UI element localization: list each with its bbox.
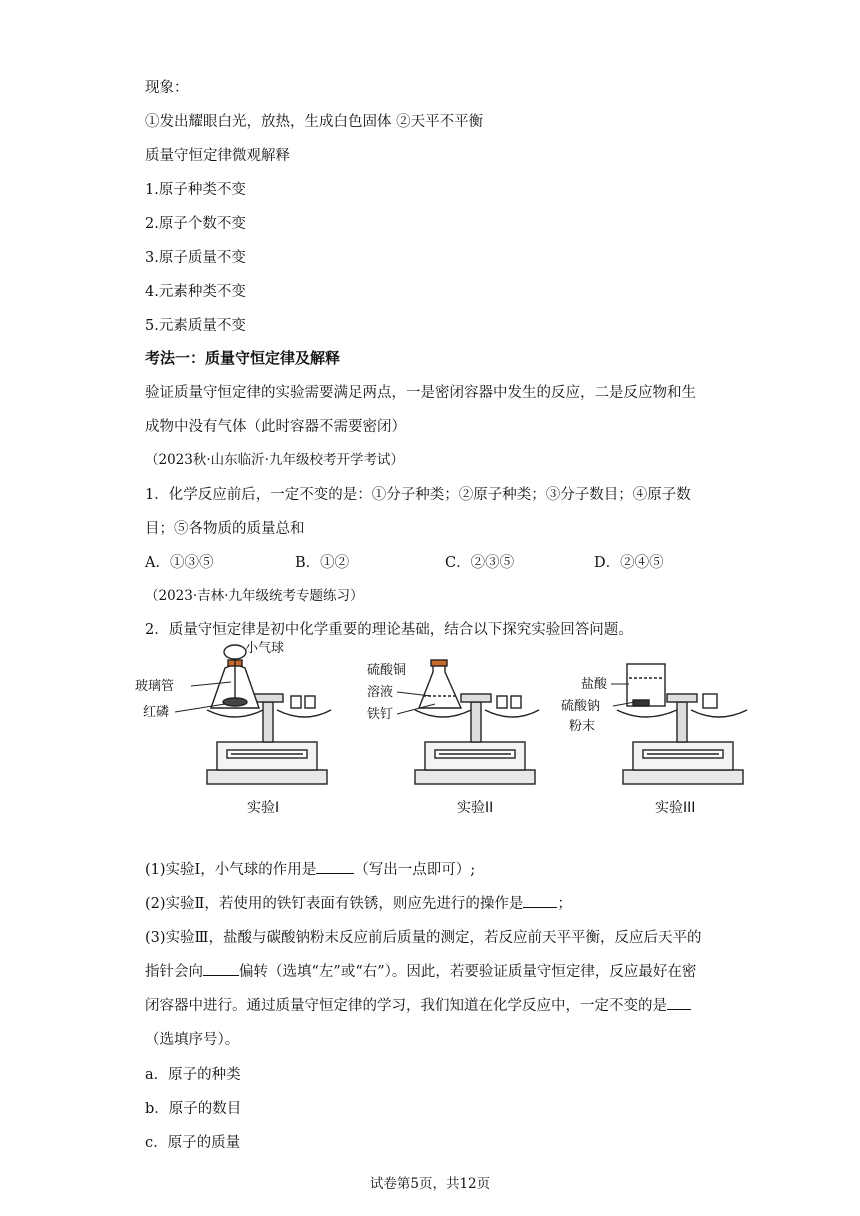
q2-choice-c: c．原子的质量 [145,1135,241,1151]
q2-choice-b: b．原子的数目 [145,1101,242,1117]
phenomenon-title: 现象： [145,80,189,96]
q1-stem: 1．化学反应前后，一定不变的是：①分子种类；②原子种类；③分子数目；④原子数 [145,487,691,503]
answer-blank[interactable] [667,995,691,1010]
label-glass-tube: 玻璃管 [135,679,175,694]
label-red-phosphorus: 红磷 [143,705,170,720]
q2-sub1 [145,858,475,879]
q1-option-a: A．①③⑤ [145,555,214,571]
q1-stem: 目；⑤各物质的质量总和 [145,521,305,537]
page-footer: 试卷第5页，共12页 [369,1176,491,1192]
answer-blank[interactable] [316,859,354,874]
q1-option-c: C．②③⑤ [445,555,515,571]
q2-sub2-text: (2)实验Ⅱ，若使用的铁钉表面有铁锈，则应先进行的操作是 [145,896,524,912]
label-balloon: 小气球 [245,641,285,656]
label-experiment-3: 实验III [655,800,696,816]
q2-sub3 [145,994,691,1015]
label-sodium-carbonate: 硫酸钠 [561,699,601,714]
q2-sub2 [145,892,572,913]
micro-item: 2.原子个数不变 [145,216,246,232]
experiment-2-apparatus [415,660,539,784]
label-iron-nail: 铁钉 [367,707,394,722]
answer-blank[interactable] [203,961,239,976]
answer-blank[interactable] [523,893,557,908]
q2-source: （2023·吉林·九年级统考专题练习） [145,588,364,604]
q2-sub3-text: 闭容器中进行。通过质量守恒定律的学习，我们知道在化学反应中，一定不变的是 [145,998,667,1014]
q2-sub1-text: (1)实验Ⅰ，小气球的作用是 [145,862,317,878]
micro-item: 1.原子种类不变 [145,182,246,198]
method-text: 成物中没有气体（此时容器不需要密闭） [145,419,406,435]
method-title: 考法一：质量守恒定律及解释 [145,349,341,367]
experiment-figure [135,638,755,828]
q2-sub3-text: 偏转（选填“左”或“右”）。因此，若要验证质量守恒定律，反应最好在密 [239,964,697,980]
micro-item: 5.元素质量不变 [145,318,246,334]
experiment-1-apparatus [207,645,331,784]
q2-sub3: (3)实验Ⅲ，盐酸与碳酸钠粉末反应前后质量的测定，若反应前天平平衡，反应后天平的 [145,930,702,946]
label-hcl: 盐酸 [581,677,608,692]
label-powder: 粉末 [569,719,596,734]
label-experiment-2: 实验II [457,800,494,816]
experiment-3-apparatus [617,664,747,784]
label-copper-sulfate: 硫酸铜 [367,663,407,678]
method-text: 验证质量守恒定律的实验需要满足两点，一是密闭容器中发生的反应，二是反应物和生 [145,385,696,401]
q2-sub1-text: （写出一点即可）; [354,862,476,878]
q2-sub3 [145,960,696,981]
q1-source: （2023秋·山东临沂·九年级校考开学考试） [145,452,404,468]
label-solution: 溶液 [367,685,394,700]
q2-sub3: （选填序号）。 [145,1032,240,1048]
micro-item: 3.原子质量不变 [145,250,246,266]
q1-option-b: B．①② [295,555,350,571]
q2-stem: 2．质量守恒定律是初中化学重要的理论基础，结合以下探究实验回答问题。 [145,622,633,638]
q1-option-d: D．②④⑤ [594,555,664,571]
q2-choice-a: a．原子的种类 [145,1067,241,1083]
label-experiment-1: 实验I [247,800,280,816]
q2-sub3-text: 指针会向 [145,964,203,980]
phenomenon-text: ①发出耀眼白光，放热，生成白色固体 ②天平不平衡 [145,114,484,130]
micro-item: 4.元素种类不变 [145,284,246,300]
q2-sub2-text: ； [557,896,572,912]
micro-title: 质量守恒定律微观解释 [145,148,290,164]
